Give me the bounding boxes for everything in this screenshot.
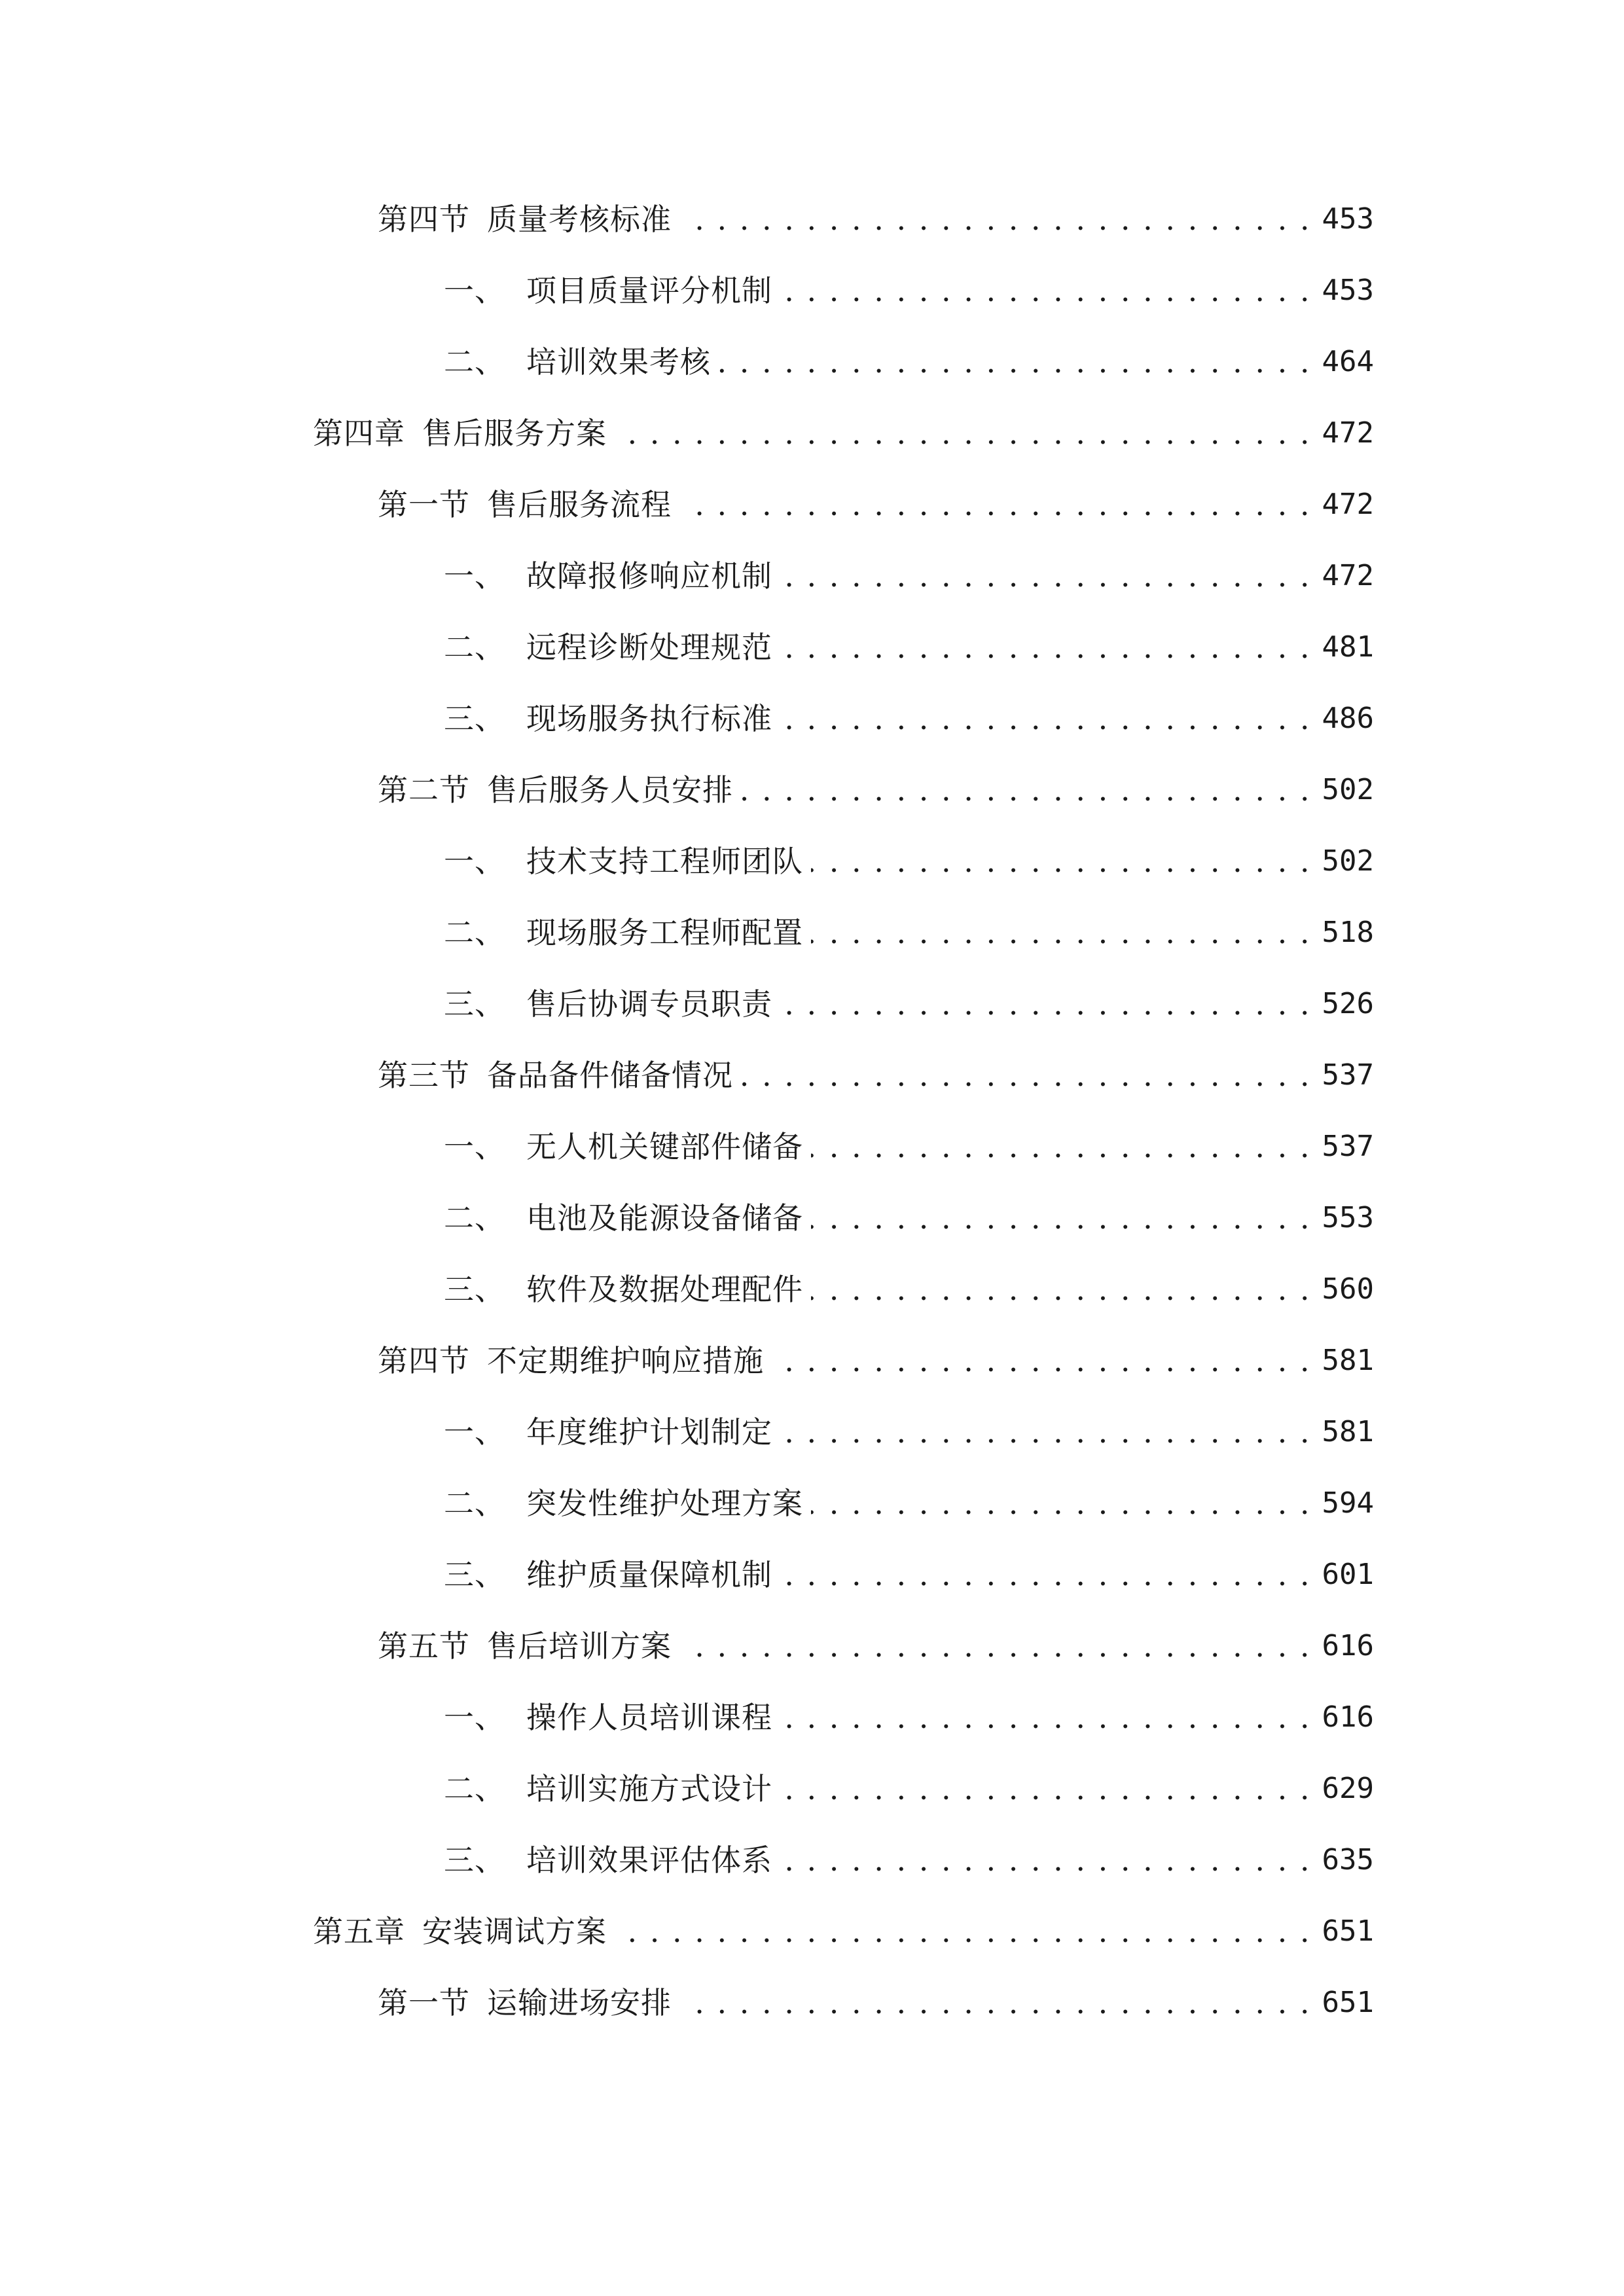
toc-entry-number: 一、 bbox=[444, 1700, 505, 1735]
toc-page-number: 537 bbox=[1322, 1130, 1374, 1163]
toc-page-number: 502 bbox=[1322, 773, 1374, 806]
toc-entry[interactable] bbox=[378, 478, 1374, 531]
toc-entry[interactable] bbox=[444, 835, 1374, 888]
toc-entry-label bbox=[444, 835, 803, 888]
dot-leader bbox=[811, 1192, 1311, 1244]
toc-page-number: 481 bbox=[1322, 630, 1374, 664]
toc-entry[interactable] bbox=[444, 1549, 1374, 1601]
dot-leader bbox=[780, 1406, 1311, 1458]
toc-page-number: 472 bbox=[1322, 488, 1374, 521]
toc-entry-label bbox=[313, 407, 607, 459]
toc-entry-title: 软件及数据处理配件 bbox=[526, 1272, 803, 1307]
toc-entry-label bbox=[444, 1834, 772, 1886]
toc-page-number: 616 bbox=[1322, 1629, 1374, 1662]
toc-page-number: 453 bbox=[1322, 202, 1374, 236]
toc-page-number: 537 bbox=[1322, 1058, 1374, 1092]
toc-entry-title: 培训效果考核 bbox=[526, 344, 711, 380]
toc-entry[interactable] bbox=[313, 1905, 1374, 1958]
toc-page-number: 581 bbox=[1322, 1415, 1374, 1448]
toc-entry-label bbox=[444, 906, 803, 959]
dot-leader bbox=[811, 835, 1311, 888]
dot-leader bbox=[811, 1263, 1311, 1316]
toc-entry-number: 二、 bbox=[444, 1486, 505, 1521]
toc-entry[interactable] bbox=[444, 1406, 1374, 1458]
toc-entry[interactable] bbox=[444, 264, 1374, 317]
toc-entry-title: 技术支持工程师团队 bbox=[526, 844, 803, 879]
toc-entry-title: 现场服务工程师配置 bbox=[526, 915, 803, 950]
dot-leader bbox=[780, 692, 1311, 745]
dot-leader bbox=[811, 1121, 1311, 1173]
toc-entry-title: 年度维护计划制定 bbox=[526, 1414, 772, 1450]
toc-entry-number: 一、 bbox=[444, 273, 505, 308]
toc-page-number: 651 bbox=[1322, 1986, 1374, 2019]
toc-page-number: 581 bbox=[1322, 1344, 1374, 1377]
toc-page-number: 518 bbox=[1322, 916, 1374, 949]
toc-entry-number: 二、 bbox=[444, 344, 505, 380]
toc-entry-label bbox=[444, 1121, 803, 1173]
toc-entry-label bbox=[444, 550, 772, 602]
toc-entry-number: 第五章 bbox=[313, 1914, 405, 1949]
toc-entry-number: 第四节 bbox=[378, 202, 470, 237]
toc-entry-title: 电池及能源设备储备 bbox=[526, 1200, 803, 1236]
toc-entry-title: 售后协调专员职责 bbox=[526, 986, 772, 1022]
toc-entry-number: 一、 bbox=[444, 1129, 505, 1164]
toc-entry[interactable] bbox=[444, 906, 1374, 959]
toc-page-number: 629 bbox=[1322, 1772, 1374, 1805]
toc-entry-number: 三、 bbox=[444, 1842, 505, 1878]
toc-entry-number: 三、 bbox=[444, 701, 505, 736]
toc-entry-label bbox=[378, 1049, 733, 1102]
dot-leader bbox=[679, 1977, 1311, 2029]
dot-leader bbox=[811, 906, 1311, 959]
toc-entry-title: 突发性维护处理方案 bbox=[526, 1486, 803, 1521]
toc-entry-number: 一、 bbox=[444, 1414, 505, 1450]
toc-entry-title: 培训效果评估体系 bbox=[526, 1842, 772, 1878]
dot-leader bbox=[679, 193, 1311, 245]
toc-entry-title: 售后培训方案 bbox=[487, 1628, 672, 1664]
toc-entry[interactable] bbox=[444, 978, 1374, 1030]
toc-entry-label bbox=[444, 1549, 772, 1601]
toc-page-number: 635 bbox=[1322, 1843, 1374, 1876]
dot-leader bbox=[719, 336, 1311, 388]
toc-page-number: 594 bbox=[1322, 1486, 1374, 1520]
toc-entry-number: 二、 bbox=[444, 915, 505, 950]
toc-entry-label bbox=[444, 1691, 772, 1744]
toc-entry-number: 第一节 bbox=[378, 1985, 470, 2020]
toc-entry[interactable] bbox=[378, 1335, 1374, 1387]
toc-entry[interactable] bbox=[378, 1620, 1374, 1672]
toc-entry-title: 故障报修响应机制 bbox=[526, 558, 772, 594]
toc-entry-title: 不定期维护响应措施 bbox=[487, 1343, 764, 1378]
toc-page-number: 453 bbox=[1322, 274, 1374, 307]
dot-leader bbox=[780, 621, 1311, 673]
toc-entry-label bbox=[378, 764, 733, 816]
toc-entry[interactable] bbox=[444, 1691, 1374, 1744]
dot-leader bbox=[780, 1549, 1311, 1601]
dot-leader bbox=[679, 478, 1311, 531]
toc-page-number: 472 bbox=[1322, 416, 1374, 450]
toc-entry-number: 一、 bbox=[444, 844, 505, 879]
toc-entry-title: 远程诊断处理规范 bbox=[526, 630, 772, 665]
toc-entry-title: 运输进场安排 bbox=[487, 1985, 672, 2020]
toc-entry[interactable] bbox=[378, 1977, 1374, 2029]
toc-page-number: 553 bbox=[1322, 1201, 1374, 1234]
toc-entry-label bbox=[444, 621, 772, 673]
toc-entry[interactable] bbox=[444, 1121, 1374, 1173]
toc-entry-label bbox=[444, 336, 711, 388]
toc-entry-title: 维护质量保障机制 bbox=[526, 1557, 772, 1592]
toc-entry-number: 二、 bbox=[444, 630, 505, 665]
toc-page-number: 601 bbox=[1322, 1558, 1374, 1591]
toc-entry-number: 第四节 bbox=[378, 1343, 470, 1378]
toc-entry-title: 操作人员培训课程 bbox=[526, 1700, 772, 1735]
toc-entry-number: 三、 bbox=[444, 986, 505, 1022]
toc-entry-title: 售后服务人员安排 bbox=[487, 772, 733, 808]
toc-entry[interactable] bbox=[378, 1049, 1374, 1102]
toc-entry-title: 质量考核标准 bbox=[487, 202, 672, 237]
toc-page-number: 560 bbox=[1322, 1272, 1374, 1306]
toc-page-number: 502 bbox=[1322, 844, 1374, 878]
toc-entry-title: 无人机关键部件储备 bbox=[526, 1129, 803, 1164]
dot-leader bbox=[811, 1477, 1311, 1530]
toc-entry-title: 售后服务流程 bbox=[487, 487, 672, 522]
dot-leader bbox=[780, 264, 1311, 317]
toc-entry-title: 备品备件储备情况 bbox=[487, 1058, 733, 1093]
toc-page-number: 526 bbox=[1322, 987, 1374, 1020]
toc-entry-number: 第五节 bbox=[378, 1628, 470, 1664]
dot-leader bbox=[780, 1763, 1311, 1815]
toc-entry-label bbox=[444, 1192, 803, 1244]
toc-entry-label bbox=[444, 1263, 803, 1316]
toc-page-number: 464 bbox=[1322, 345, 1374, 378]
toc-page-number: 616 bbox=[1322, 1700, 1374, 1734]
dot-leader bbox=[780, 1834, 1311, 1886]
toc-entry-label bbox=[378, 1335, 764, 1387]
dot-leader bbox=[615, 1905, 1311, 1958]
toc-entry-label bbox=[444, 1406, 772, 1458]
dot-leader bbox=[741, 1049, 1311, 1102]
toc-entry[interactable] bbox=[444, 1834, 1374, 1886]
toc-entry[interactable] bbox=[444, 1477, 1374, 1530]
toc-entry-label bbox=[444, 264, 772, 317]
toc-entry-number: 第三节 bbox=[378, 1058, 470, 1093]
toc-entry-title: 安装调试方案 bbox=[422, 1914, 607, 1949]
toc-entry-number: 二、 bbox=[444, 1200, 505, 1236]
dot-leader bbox=[615, 407, 1311, 459]
toc-entry[interactable] bbox=[378, 764, 1374, 816]
toc-entry-label bbox=[378, 1977, 672, 2029]
toc-entry[interactable] bbox=[313, 407, 1374, 459]
toc-entry-number: 三、 bbox=[444, 1557, 505, 1592]
toc-entry-title: 项目质量评分机制 bbox=[526, 273, 772, 308]
toc-entry-label bbox=[378, 478, 672, 531]
toc-entry-number: 三、 bbox=[444, 1272, 505, 1307]
dot-leader bbox=[780, 978, 1311, 1030]
toc-entry-number: 一、 bbox=[444, 558, 505, 594]
toc-entry[interactable] bbox=[444, 692, 1374, 745]
toc-page-number: 651 bbox=[1322, 1914, 1374, 1948]
toc-entry[interactable] bbox=[444, 336, 1374, 388]
toc-entry-number: 二、 bbox=[444, 1771, 505, 1806]
toc-entry-title: 现场服务执行标准 bbox=[526, 701, 772, 736]
toc-entry-label bbox=[378, 1620, 672, 1672]
toc-entry-number: 第四章 bbox=[313, 416, 405, 451]
toc-entry[interactable] bbox=[444, 550, 1374, 602]
toc-entry-label bbox=[313, 1905, 607, 1958]
dot-leader bbox=[780, 1691, 1311, 1744]
dot-leader bbox=[780, 550, 1311, 602]
toc-page-number: 486 bbox=[1322, 702, 1374, 735]
toc-entry[interactable] bbox=[378, 193, 1374, 245]
dot-leader bbox=[741, 764, 1311, 816]
toc-entry[interactable] bbox=[444, 621, 1374, 673]
toc-page-number: 472 bbox=[1322, 559, 1374, 592]
toc-entry-label bbox=[378, 193, 672, 245]
toc-entry[interactable] bbox=[444, 1763, 1374, 1815]
toc-entry-title: 培训实施方式设计 bbox=[526, 1771, 772, 1806]
dot-leader bbox=[679, 1620, 1311, 1672]
toc-entry-number: 第一节 bbox=[378, 487, 470, 522]
toc-entry-label bbox=[444, 1763, 772, 1815]
toc-entry-number: 第二节 bbox=[378, 772, 470, 808]
toc-entry[interactable] bbox=[444, 1263, 1374, 1316]
dot-leader bbox=[772, 1335, 1311, 1387]
toc-entry-label bbox=[444, 978, 772, 1030]
toc-entry-title: 售后服务方案 bbox=[422, 416, 607, 451]
toc-entry-label bbox=[444, 692, 772, 745]
toc-entry-label bbox=[444, 1477, 803, 1530]
toc-entry[interactable] bbox=[444, 1192, 1374, 1244]
